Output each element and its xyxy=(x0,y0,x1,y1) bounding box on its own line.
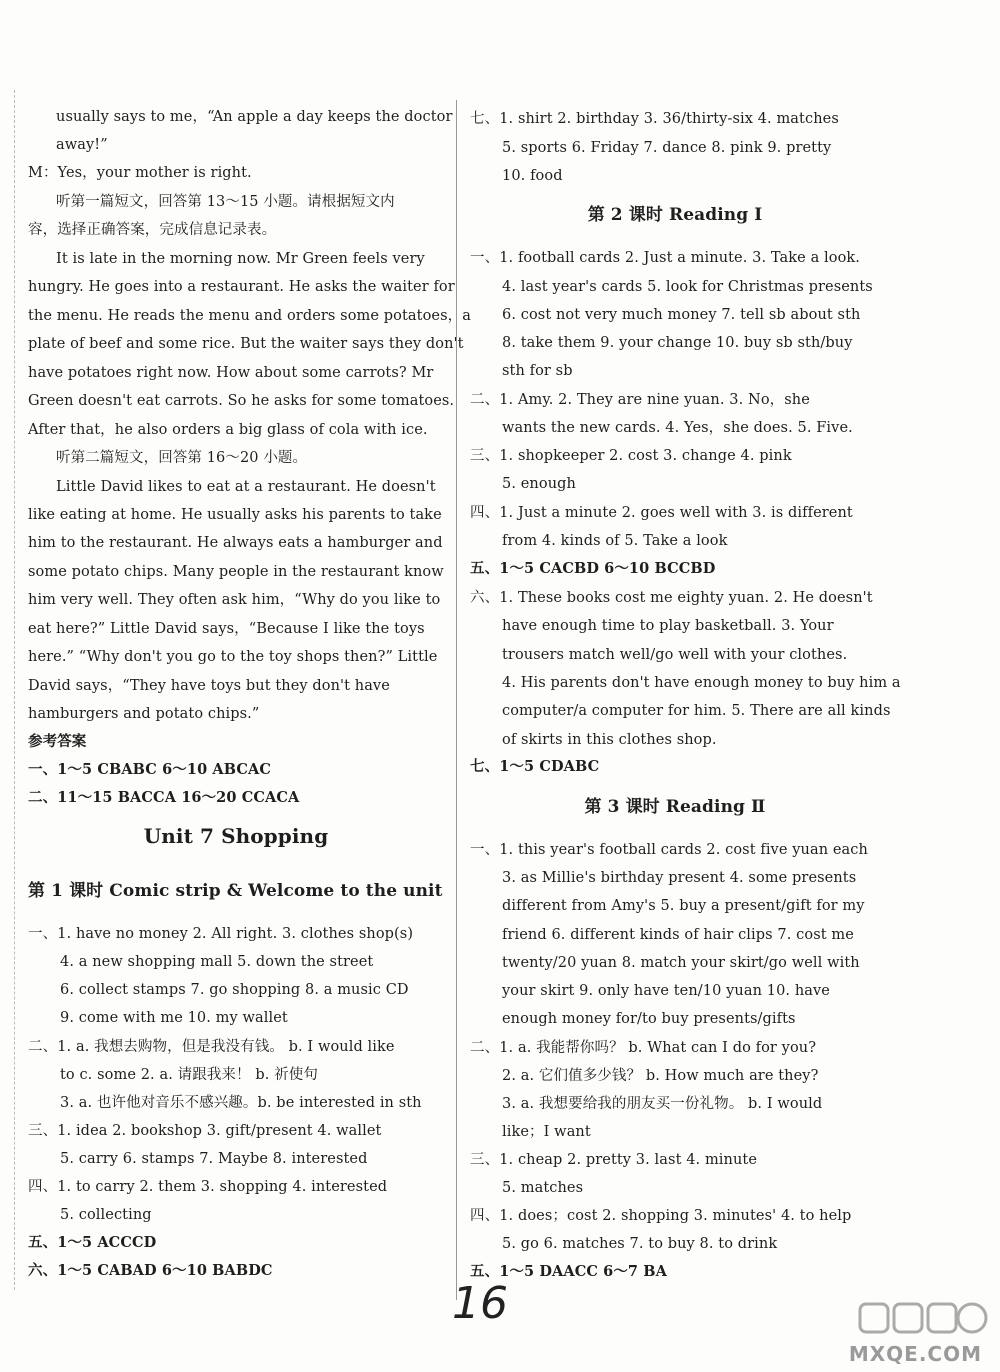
answer-line: 一、1～5 CBABC 6～10 ABCAC xyxy=(28,761,272,778)
answer-line: 9. come with me 10. my wallet xyxy=(60,1010,288,1026)
answer-line: 4. a new shopping mall 5. down the street xyxy=(60,954,374,970)
text-line: David says，“They have toys but they don't have xyxy=(28,678,390,694)
answer-line: 四、1. Just a minute 2. goes well with 3. is different xyxy=(470,505,853,521)
answer-line: to c. some 2. a. 请跟我来！ b. 祈使句 xyxy=(60,1067,318,1083)
answer-line: 三、1. shopkeeper 2. cost 3. change 4. pink xyxy=(470,448,792,464)
answer-line: 8. take them 9. your change 10. buy sb sth/buy xyxy=(502,335,853,351)
text-line: 听第二篇短文，回答第 16～20 小题。 xyxy=(56,450,308,466)
text-line: 容，选择正确答案，完成信息记录表。 xyxy=(28,222,277,238)
answer-line: 5. sports 6. Friday 7. dance 8. pink 9. pretty xyxy=(502,140,832,156)
answer-line: 5. matches xyxy=(502,1180,584,1196)
unit-title: Unit 7 Shopping xyxy=(143,824,329,848)
answer-line: 2. a. 它们值多少钱？ b. How much are they? xyxy=(502,1068,819,1084)
answer-line: 五、1～5 ACCCD xyxy=(28,1234,157,1251)
answer-line: 一、1. this year's football cards 2. cost five yuan each xyxy=(470,842,868,858)
answer-line: computer/a computer for him. 5. There are all kinds xyxy=(502,703,891,719)
text-line: here.” “Why don't you go to the toy shops then?” Little xyxy=(28,649,438,665)
text-line: M：Yes，your mother is right. xyxy=(28,165,252,181)
answer-line: twenty/20 yuan 8. match your skirt/go well with xyxy=(502,955,860,971)
answer-line: 二、1. a. 我能帮你吗？ b. What can I do for you? xyxy=(470,1040,817,1056)
text-line: plate of beef and some rice. But the waiter says they don't xyxy=(28,336,464,352)
answer-line: 3. as Millie's birthday present 4. some presents xyxy=(502,870,857,886)
answer-line: 5. collecting xyxy=(60,1207,152,1223)
text-line: Green doesn't eat carrots. So he asks for some tomatoes. xyxy=(28,393,455,409)
answer-line: friend 6. different kinds of hair clips 7. cost me xyxy=(502,927,854,943)
answer-line: 6. cost not very much money 7. tell sb about sth xyxy=(502,307,861,323)
text-line: like eating at home. He usually asks his parents to take xyxy=(28,507,442,523)
answer-line: from 4. kinds of 5. Take a look xyxy=(502,533,728,549)
answer-line: 一、1. football cards 2. Just a minute. 3. Take a look. xyxy=(470,250,861,266)
lesson-heading: 第 2 课时 Reading Ⅰ xyxy=(587,205,763,225)
lesson-heading: 第 3 课时 Reading Ⅱ xyxy=(584,797,766,817)
answer-line: have enough time to play basketball. 3. Your xyxy=(502,618,834,634)
text-line: the menu. He reads the menu and orders some potatoes，a xyxy=(28,308,471,324)
column-divider xyxy=(456,100,457,1300)
answer-line: 4. last year's cards 5. look for Christmas presents xyxy=(502,279,873,295)
answer-line: different from Amy's 5. buy a present/gift for my xyxy=(502,898,865,914)
answer-line: 五、1～5 CACBD 6～10 BCCBD xyxy=(470,560,716,577)
answer-line: 3. a. 也许他对音乐不感兴趣。b. be interested in sth xyxy=(60,1095,422,1111)
answer-line: 七、1～5 CDABC xyxy=(470,758,600,775)
text-line: eat here?” Little David says，“Because I like the toys xyxy=(28,621,425,637)
answer-line: of skirts in this clothes shop. xyxy=(502,732,717,748)
answer-line: 六、1～5 CABAD 6～10 BABDC xyxy=(28,1262,273,1279)
answer-line: 三、1. cheap 2. pretty 3. last 4. minute xyxy=(470,1152,758,1168)
text-line: away!” xyxy=(56,137,108,153)
answer-line: 5. carry 6. stamps 7. Maybe 8. interested xyxy=(60,1151,368,1167)
binding-dashed-line xyxy=(14,90,15,1290)
answer-line: 二、1. a. 我想去购物，但是我没有钱。 b. I would like xyxy=(28,1039,395,1055)
answer-line: 一、1. have no money 2. All right. 3. clothes shop(s) xyxy=(28,926,414,942)
text-line: have potatoes right now. How about some carrots? Mr xyxy=(28,365,434,381)
page-number: 16 xyxy=(452,1278,508,1329)
text-line: 听第一篇短文，回答第 13～15 小题。请根据短文内 xyxy=(56,194,395,210)
text-line: him very well. They often ask him，“Why do you like to xyxy=(28,592,441,608)
text-line: some potato chips. Many people in the restaurant know xyxy=(28,564,444,580)
answer-line: 10. food xyxy=(502,168,563,184)
answer-line: 四、1. to carry 2. them 3. shopping 4. interested xyxy=(28,1179,388,1195)
answer-line: 四、1. does；cost 2. shopping 3. minutes' 4. to help xyxy=(470,1208,852,1224)
answer-line: wants the new cards. 4. Yes，she does. 5. Five. xyxy=(502,420,853,436)
answer-line: 七、1. shirt 2. birthday 3. 36/thirty-six 4. matches xyxy=(470,111,839,127)
answer-line: 5. go 6. matches 7. to buy 8. to drink xyxy=(502,1236,778,1252)
answer-line: 6. collect stamps 7. go shopping 8. a music CD xyxy=(60,982,409,998)
text-line: Little David likes to eat at a restaurant. He doesn't xyxy=(56,479,436,495)
answer-line: enough money for/to buy presents/gifts xyxy=(502,1011,796,1027)
answer-line: like；I want xyxy=(502,1124,591,1140)
text-line: usually says to me，“An apple a day keeps the doctor xyxy=(56,109,453,125)
answer-line: 3. a. 我想要给我的朋友买一份礼物。 b. I would xyxy=(502,1096,823,1112)
answer-line: your skirt 9. only have ten/10 yuan 10. have xyxy=(502,983,830,999)
text-line: It is late in the morning now. Mr Green feels very xyxy=(56,251,425,267)
text-line: hamburgers and potato chips.” xyxy=(28,706,260,722)
answer-line: 六、1. These books cost me eighty yuan. 2. He doesn't xyxy=(470,590,873,606)
watermark-text: MXQE.COM xyxy=(848,1342,982,1366)
answer-line: 二、11～15 BACCA 16～20 CCACA xyxy=(28,789,300,806)
text-line: him to the restaurant. He always eats a hamburger and xyxy=(28,535,443,551)
answer-line: sth for sb xyxy=(502,363,573,379)
answer-line: 4. His parents don't have enough money to buy him a xyxy=(502,675,901,691)
answer-line: trousers match well/go well with your clothes. xyxy=(502,647,848,663)
answer-line: 5. enough xyxy=(502,476,576,492)
answer-line: 五、1～5 DAACC 6～7 BA xyxy=(470,1263,667,1280)
lesson-heading: 第 1 课时 Comic strip & Welcome to the unit xyxy=(28,881,443,901)
text-line: hungry. He goes into a restaurant. He asks the waiter for xyxy=(28,279,455,295)
text-line: After that，he also orders a big glass of cola with ice. xyxy=(28,422,428,438)
answer-key-heading: 参考答案 xyxy=(28,733,87,750)
answer-line: 三、1. idea 2. bookshop 3. gift/present 4. wallet xyxy=(28,1123,382,1139)
answer-line: 二、1. Amy. 2. They are nine yuan. 3. No，she xyxy=(470,392,810,408)
